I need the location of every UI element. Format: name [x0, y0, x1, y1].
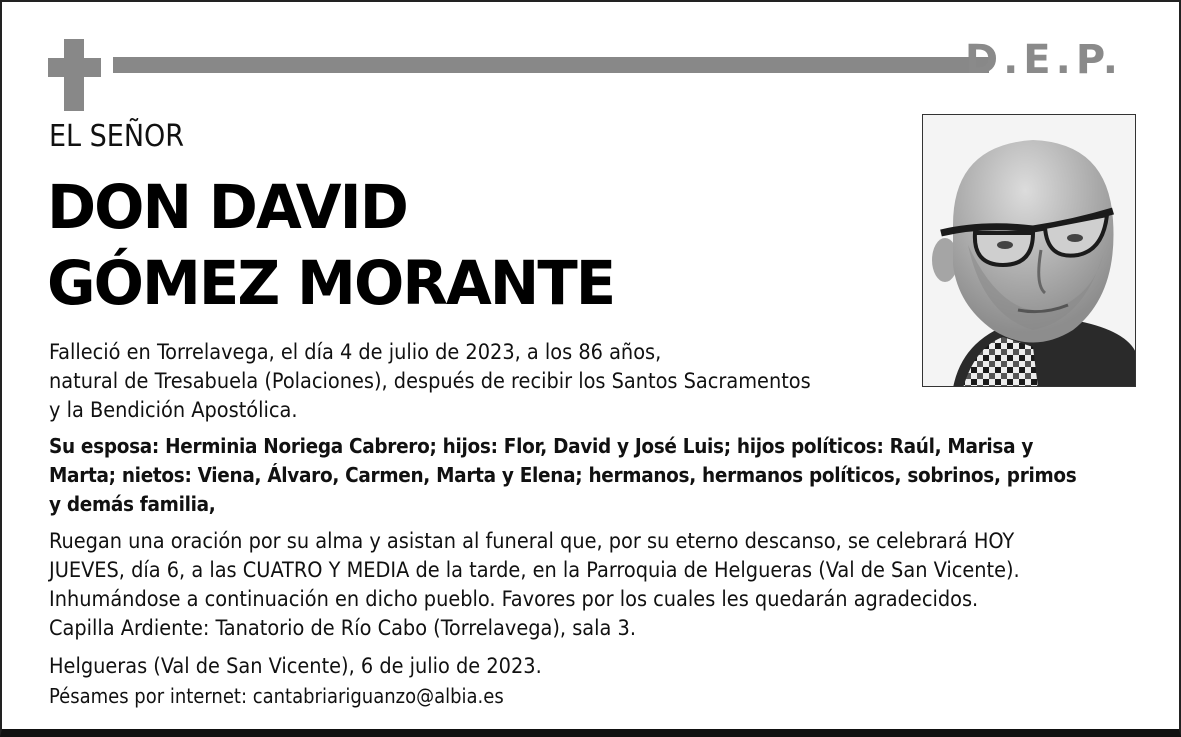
salutation: EL SEÑOR [49, 119, 185, 154]
family-paragraph [49, 432, 1076, 519]
portrait-image [923, 115, 1136, 387]
funeral-line-3: Inhumándose a continuación en dicho pueblo. Favores por los cuales les quedarán agradecidos. [49, 587, 979, 612]
funeral-line-2: JUEVES, día 6, a las CUATRO Y MEDIA de la tarde, en la Parroquia de Helgueras (Val de San Vicente). [49, 558, 1020, 583]
deceased-name [47, 170, 614, 322]
name-line-2: GÓMEZ MORANTE [47, 248, 615, 319]
portrait-photo [922, 114, 1136, 387]
intro-paragraph [49, 338, 811, 425]
header-rule [113, 57, 989, 73]
condolences-line: Pésames por internet: cantabriariguanzo@albia.es [49, 684, 504, 708]
funeral-line-4: Capilla Ardiente: Tanatorio de Río Cabo (Torrelavega), sala 3. [49, 616, 636, 641]
name-line-1: DON DAVID [47, 172, 407, 243]
dep-label: D.E.P. [964, 37, 1123, 83]
funeral-paragraph [49, 527, 1020, 643]
family-line-1: Su esposa: Herminia Noriega Cabrero; hijos: Flor, David y José Luis; hijos políticos: Raúl, Marisa y [49, 434, 1034, 458]
intro-line-1: Falleció en Torrelavega, el día 4 de julio de 2023, a los 86 años, [49, 340, 662, 365]
family-line-3: y demás familia, [49, 492, 216, 516]
funeral-line-1: Ruegan una oración por su alma y asistan al funeral que, por su eterno descanso, se celebrará HOY [49, 529, 1015, 554]
place-date: Helgueras (Val de San Vicente), 6 de julio de 2023. [49, 654, 542, 679]
family-line-2: Marta; nietos: Viena, Álvaro, Carmen, Marta y Elena; hermanos, hermanos políticos, sobrinos, primos [49, 463, 1077, 487]
cross-icon-bar [48, 58, 101, 77]
intro-line-3: y la Bendición Apostólica. [49, 398, 298, 423]
intro-line-2: natural de Tresabuela (Polaciones), después de recibir los Santos Sacramentos [49, 369, 811, 394]
